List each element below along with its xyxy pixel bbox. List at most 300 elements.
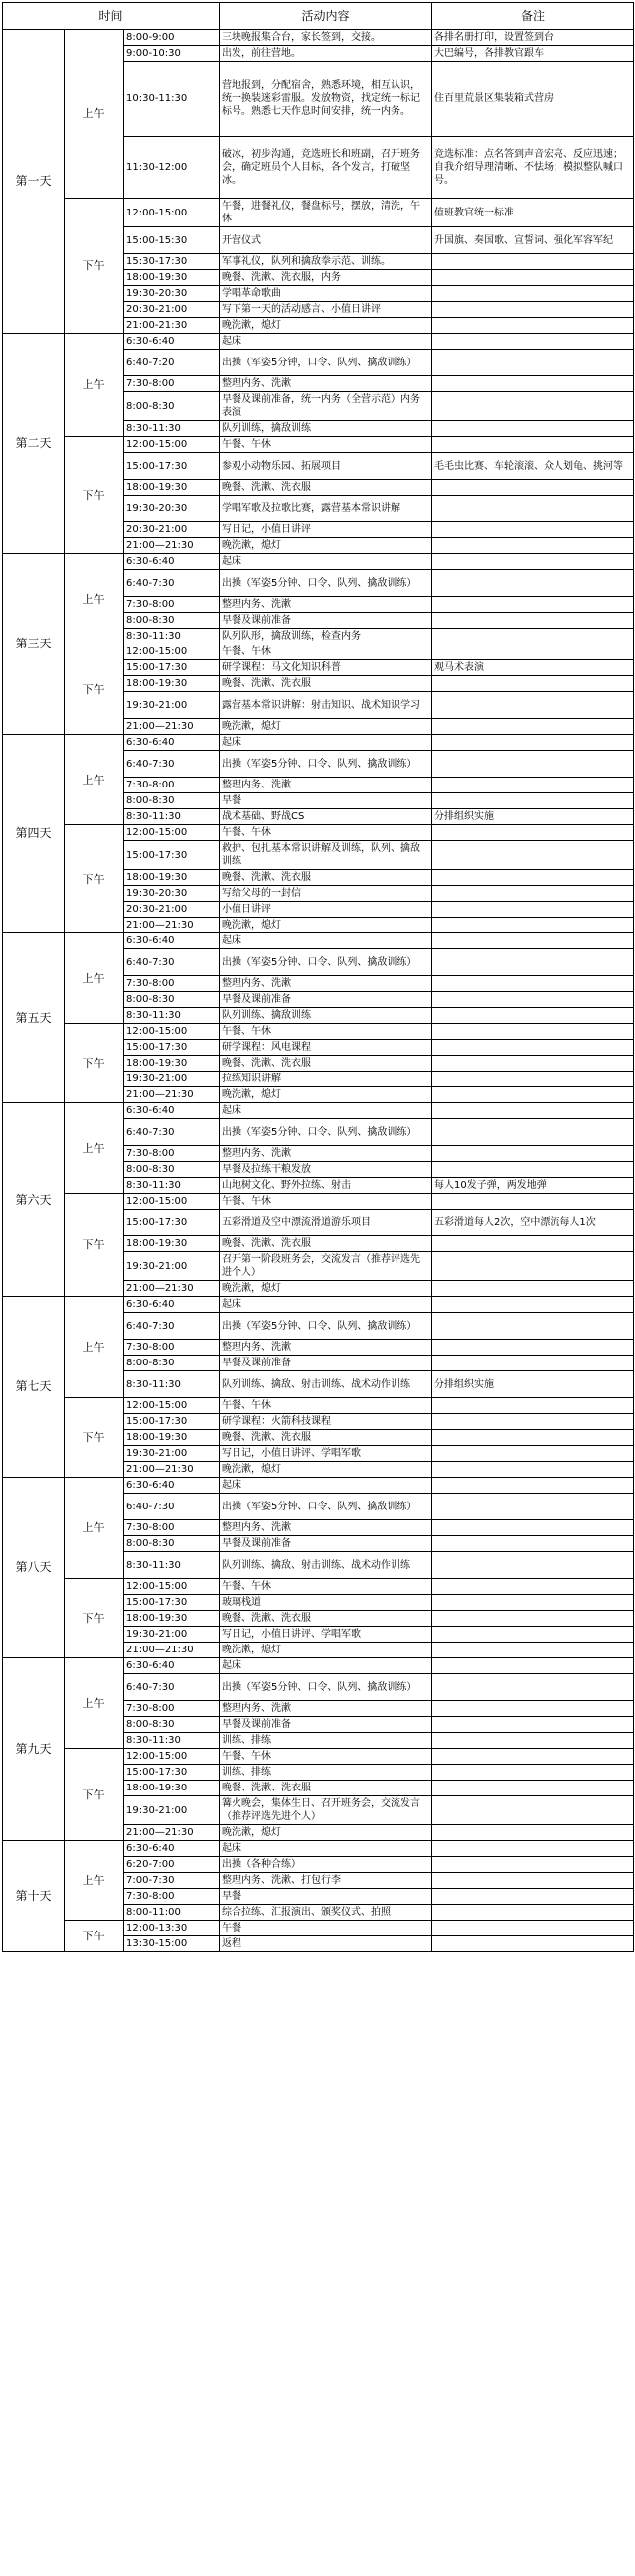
time-cell: 6:30-6:40 [124,1103,220,1119]
time-cell: 19:30-21:00 [124,1627,220,1643]
note-cell [432,1936,634,1952]
note-cell [432,719,634,735]
note-cell [432,1595,634,1611]
note-cell: 大巴编号，各排教官跟车 [432,46,634,62]
activity-cell: 训练、排练 [220,1733,432,1749]
activity-cell: 军事礼仪，队列和擒敌拳示范、训练。 [220,254,432,270]
note-cell: 分排组织实施 [432,1371,634,1398]
time-cell: 6:40-7:30 [124,570,220,597]
activity-cell: 参观小动物乐园、拓展项目 [220,453,432,480]
note-cell [432,1674,634,1701]
note-cell [432,1921,634,1936]
activity-cell: 午餐、午休 [220,1024,432,1040]
time-cell: 18:00-19:30 [124,1056,220,1072]
activity-cell: 起床 [220,334,432,350]
note-cell [432,1146,634,1162]
day-label: 第七天 [3,1297,65,1478]
note-cell [432,1857,634,1873]
activity-cell: 队列队形，擒敌训练，检查内务 [220,629,432,644]
note-cell [432,1414,634,1430]
activity-cell: 晚洗漱，熄灯 [220,1643,432,1658]
note-cell [432,886,634,902]
note-cell [432,392,634,421]
time-cell: 21:00—21:30 [124,1462,220,1478]
activity-cell: 写给父母的一封信 [220,886,432,902]
note-cell [432,1024,634,1040]
note-cell [432,1643,634,1658]
day-label: 第四天 [3,735,65,933]
note-cell [432,1103,634,1119]
time-cell: 6:40-7:30 [124,1494,220,1520]
header-note: 备注 [432,3,634,30]
note-cell [432,1281,634,1297]
time-cell: 12:00-15:00 [124,199,220,227]
time-cell: 15:00-17:30 [124,1414,220,1430]
time-cell: 7:30-8:00 [124,976,220,992]
time-cell: 20:30-21:00 [124,522,220,538]
note-cell [432,597,634,613]
time-cell: 6:20-7:00 [124,1857,220,1873]
note-cell [432,1398,634,1414]
note-cell [432,870,634,886]
note-cell [432,1765,634,1781]
activity-cell: 队列训练、擒敌训练 [220,1008,432,1024]
time-cell: 6:30-6:40 [124,1841,220,1857]
time-cell: 6:30-6:40 [124,933,220,949]
activity-cell: 写日记，小值日讲评 [220,522,432,538]
note-cell [432,1796,634,1825]
period-label: 上午 [65,554,124,644]
activity-cell: 篝火晚会，集体生日、召开班务会，交流发言（推荐评选先进个人） [220,1796,432,1825]
activity-cell: 晚餐、洗漱、洗衣服 [220,1236,432,1252]
note-cell [432,692,634,719]
activity-cell: 早餐 [220,793,432,809]
activity-cell: 早餐及课前准备，统一内务（全营示范）内务表演 [220,392,432,421]
schedule-row [3,1024,634,1040]
activity-cell: 午餐、午休 [220,1579,432,1595]
time-cell: 12:00-15:00 [124,1024,220,1040]
time-cell: 8:30-11:30 [124,809,220,825]
time-cell: 12:00-15:00 [124,644,220,660]
time-cell: 18:00-19:30 [124,1781,220,1796]
note-cell [432,793,634,809]
activity-cell: 出操（军姿5分钟、口令、队列、擒敌训练） [220,570,432,597]
schedule-row [3,1194,634,1210]
time-cell: 19:30-20:30 [124,496,220,522]
note-cell [432,1462,634,1478]
period-label: 上午 [65,1841,124,1921]
schedule-row [3,1103,634,1119]
time-cell: 7:00-7:30 [124,1873,220,1889]
schedule-row [3,825,634,841]
activity-cell: 五彩滑道及空中漂流滑道游乐项目 [220,1210,432,1236]
time-cell: 19:30-21:00 [124,1072,220,1087]
time-cell: 21:00—21:30 [124,1643,220,1658]
time-cell: 8:30-11:30 [124,1178,220,1194]
note-cell [432,1194,634,1210]
time-cell: 15:00-15:30 [124,227,220,254]
time-cell: 6:30-6:40 [124,1478,220,1494]
time-cell: 21:00—21:30 [124,1087,220,1103]
note-cell [432,1252,634,1281]
time-cell: 21:00—21:30 [124,538,220,554]
schedule-row [3,1398,634,1414]
note-cell: 各排名册打印，设置签到台 [432,30,634,46]
note-cell [432,1056,634,1072]
activity-cell: 队列训练、擒敌、射击训练、战术动作训练 [220,1552,432,1579]
activity-cell: 整理内务、洗漱 [220,976,432,992]
schedule-row [3,199,634,227]
activity-cell: 整理内务、洗漱 [220,1146,432,1162]
activity-cell: 整理内务、洗漱、打包行李 [220,1873,432,1889]
activity-cell: 玻璃栈道 [220,1595,432,1611]
activity-cell: 三块晚报集合台，家长签到，交接。 [220,30,432,46]
time-cell: 18:00-19:30 [124,1236,220,1252]
schedule-row [3,1841,634,1857]
activity-cell: 晚餐、洗漱、洗衣服 [220,676,432,692]
activity-cell: 整理内务、洗漱 [220,1340,432,1356]
time-cell: 18:00-19:30 [124,480,220,496]
note-cell: 竞选标准：点名答到声音宏亮、反应迅速；自我介绍导理清晰、不怯场；模拟整队喊口号。 [432,137,634,199]
activity-cell: 出操（军姿5分钟，口令、队列、擒敌训练） [220,350,432,376]
note-cell [432,1749,634,1765]
activity-cell: 队列训练、擒敌、射击训练、战术动作训练 [220,1371,432,1398]
time-cell: 7:30-8:00 [124,778,220,793]
day-label: 第二天 [3,334,65,554]
time-cell: 9:00-10:30 [124,46,220,62]
period-label: 上午 [65,1103,124,1194]
note-cell [432,1611,634,1627]
time-cell: 21:00-21:30 [124,318,220,334]
activity-cell: 出操（军姿5分钟、口令、队列、擒敌训练） [220,949,432,976]
note-cell [432,1873,634,1889]
activity-cell: 救护、包扎基本常识讲解及训练，队列、擒敌训练 [220,841,432,870]
time-cell: 8:30-11:30 [124,1733,220,1749]
activity-cell: 开营仪式 [220,227,432,254]
time-cell: 7:30-8:00 [124,1146,220,1162]
time-cell: 7:30-8:00 [124,1520,220,1536]
time-cell: 15:00-17:30 [124,1595,220,1611]
activity-cell: 破冰，初步沟通，竞选班长和班副，召开班务会，确定班员个人目标，各个发言，打破坚冰。 [220,137,432,199]
note-cell [432,778,634,793]
note-cell [432,1340,634,1356]
note-cell: 每人10发子弹，两发地弹 [432,1178,634,1194]
activity-cell: 午餐、午休 [220,1398,432,1414]
day-label: 第十天 [3,1841,65,1952]
day-label: 第六天 [3,1103,65,1297]
period-label: 上午 [65,1478,124,1579]
note-cell [432,522,634,538]
activity-cell: 战术基础、野战CS [220,809,432,825]
note-cell [432,1552,634,1579]
period-label: 上午 [65,334,124,437]
note-cell [432,1478,634,1494]
note-cell [432,1658,634,1674]
schedule-row [3,1297,634,1313]
period-label: 上午 [65,1297,124,1398]
time-cell: 8:30-11:30 [124,421,220,437]
schedule-row [3,1921,634,1936]
activity-cell: 晚洗漱，熄灯 [220,318,432,334]
schedule-row [3,1749,634,1765]
activity-cell: 研学课程：马文化知识科普 [220,660,432,676]
period-label: 下午 [65,1579,124,1658]
note-cell: 毛毛虫比赛、车轮滚滚、众人划龟、挑河等 [432,453,634,480]
activity-cell: 学唱革命歌曲 [220,286,432,302]
period-label: 下午 [65,199,124,334]
time-cell: 7:30-8:00 [124,1340,220,1356]
note-cell [432,1520,634,1536]
time-cell: 21:00—21:30 [124,1281,220,1297]
note-cell [432,302,634,318]
activity-cell: 研学课程：火箭科技课程 [220,1414,432,1430]
schedule-table [2,2,634,1952]
time-cell: 7:30-8:00 [124,1889,220,1905]
note-cell: 观马术表演 [432,660,634,676]
note-cell: 升国旗、奏国歌、宣誓词、强化军容军纪 [432,227,634,254]
note-cell: 住百里荒景区集装箱式营房 [432,62,634,137]
time-cell: 8:00-11:00 [124,1905,220,1921]
note-cell [432,270,634,286]
time-cell: 8:30-11:30 [124,1552,220,1579]
time-cell: 19:30-21:00 [124,1446,220,1462]
note-cell [432,751,634,778]
note-cell [432,350,634,376]
schedule-row [3,644,634,660]
period-label: 下午 [65,1749,124,1841]
time-cell: 19:30-20:30 [124,286,220,302]
time-cell: 10:30-11:30 [124,62,220,137]
note-cell [432,1494,634,1520]
time-cell: 6:30-6:40 [124,735,220,751]
time-cell: 19:30-21:00 [124,1252,220,1281]
time-cell: 8:00-8:30 [124,1717,220,1733]
period-label: 上午 [65,1658,124,1749]
time-cell: 19:30-21:00 [124,692,220,719]
activity-cell: 午餐、午休 [220,1749,432,1765]
schedule-row [3,437,634,453]
time-cell: 6:40-7:30 [124,1313,220,1340]
activity-cell: 晚餐、洗漱、洗衣服 [220,870,432,886]
time-cell: 6:40-7:30 [124,1674,220,1701]
schedule-row [3,1658,634,1674]
note-cell [432,554,634,570]
activity-cell: 晚洗漱，熄灯 [220,538,432,554]
note-cell [432,1841,634,1857]
time-cell: 18:00-19:30 [124,1611,220,1627]
note-cell [432,1889,634,1905]
day-label: 第五天 [3,933,65,1103]
activity-cell: 起床 [220,1297,432,1313]
note-cell [432,1446,634,1462]
time-cell: 7:30-8:00 [124,376,220,392]
time-cell: 15:00-17:30 [124,1210,220,1236]
note-cell [432,334,634,350]
activity-cell: 晚洗漱，熄灯 [220,1825,432,1841]
note-cell [432,735,634,751]
time-cell: 8:00-8:30 [124,1536,220,1552]
time-cell: 7:30-8:00 [124,1701,220,1717]
activity-cell: 出操（各种合练） [220,1857,432,1873]
time-cell: 20:30-21:00 [124,902,220,918]
time-cell: 18:00-19:30 [124,270,220,286]
header-activity: 活动内容 [220,3,432,30]
period-label: 上午 [65,735,124,825]
schedule-row [3,30,634,46]
activity-cell: 训练、排练 [220,1765,432,1781]
schedule-row [3,1478,634,1494]
note-cell [432,1579,634,1595]
note-cell [432,376,634,392]
activity-cell: 整理内务、洗漱 [220,778,432,793]
activity-cell: 午餐、午休 [220,1194,432,1210]
activity-cell: 研学课程：风电课程 [220,1040,432,1056]
note-cell [432,480,634,496]
time-cell: 21:00—21:30 [124,719,220,735]
day-label: 第三天 [3,554,65,735]
period-label: 上午 [65,933,124,1024]
schedule-row [3,554,634,570]
activity-cell: 午餐 [220,1921,432,1936]
note-cell [432,1162,634,1178]
time-cell: 12:00-13:30 [124,1921,220,1936]
time-cell: 15:30-17:30 [124,254,220,270]
time-cell: 21:00—21:30 [124,1825,220,1841]
activity-cell: 整理内务、洗漱 [220,1520,432,1536]
header-row [3,3,634,30]
note-cell [432,254,634,270]
activity-cell: 晚洗漱，熄灯 [220,1281,432,1297]
note-cell [432,1087,634,1103]
activity-cell: 午餐、午休 [220,825,432,841]
time-cell: 6:40-7:20 [124,350,220,376]
note-cell [432,976,634,992]
time-cell: 8:00-8:30 [124,1162,220,1178]
period-label: 下午 [65,1194,124,1297]
time-cell: 15:00-17:30 [124,453,220,480]
activity-cell: 晚洗漱，熄灯 [220,719,432,735]
activity-cell: 晚洗漱，熄灯 [220,918,432,933]
activity-cell: 晚餐、洗漱、洗衣服 [220,1611,432,1627]
time-cell: 8:30-11:30 [124,1371,220,1398]
period-label: 下午 [65,825,124,933]
time-cell: 19:30-21:00 [124,1796,220,1825]
schedule-row [3,933,634,949]
time-cell: 12:00-15:00 [124,437,220,453]
activity-cell: 写下第一天的活动感言、小值日讲评 [220,302,432,318]
activity-cell: 早餐 [220,1889,432,1905]
activity-cell: 起床 [220,933,432,949]
activity-cell: 营地报到，分配宿舍，熟悉环境，相互认识，统一换装迷彩雷服。发放物资，找定统一标记标号。熟悉七天作息时间安排，统一内务。 [220,62,432,137]
time-cell: 19:30-20:30 [124,886,220,902]
time-cell: 20:30-21:00 [124,302,220,318]
note-cell [432,902,634,918]
activity-cell: 出操（军姿5分钟、口令、队列、擒敌训练） [220,1119,432,1146]
activity-cell: 晚餐、洗漱、洗衣服 [220,1430,432,1446]
activity-cell: 起床 [220,1658,432,1674]
time-cell: 12:00-15:00 [124,825,220,841]
activity-cell: 整理内务、洗漱 [220,597,432,613]
schedule-body [3,30,634,1952]
time-cell: 12:00-15:00 [124,1749,220,1765]
note-cell [432,949,634,976]
time-cell: 6:40-7:30 [124,751,220,778]
note-cell [432,1825,634,1841]
note-cell [432,1040,634,1056]
note-cell: 值班教官统一标准 [432,199,634,227]
time-cell: 8:00-8:30 [124,992,220,1008]
note-cell [432,841,634,870]
note-cell [432,1701,634,1717]
note-cell [432,1119,634,1146]
time-cell: 8:00-9:00 [124,30,220,46]
time-cell: 18:00-19:30 [124,870,220,886]
activity-cell: 出操（军姿5分钟、口令、队列、擒敌训练） [220,751,432,778]
activity-cell: 召开第一阶段班务会，交流发言（推荐评选先进个人） [220,1252,432,1281]
activity-cell: 学唱军歌及拉歌比赛，露营基本常识讲解 [220,496,432,522]
activity-cell: 出发，前往营地。 [220,46,432,62]
activity-cell: 起床 [220,735,432,751]
note-cell [432,1008,634,1024]
time-cell: 8:00-8:30 [124,613,220,629]
note-cell [432,286,634,302]
note-cell [432,1430,634,1446]
time-cell: 21:00—21:30 [124,918,220,933]
time-cell: 12:00-15:00 [124,1579,220,1595]
note-cell [432,437,634,453]
time-cell: 6:40-7:30 [124,1119,220,1146]
activity-cell: 整理内务、洗漱 [220,376,432,392]
activity-cell: 写日记，小值日讲评、学唱军歌 [220,1446,432,1462]
activity-cell: 露营基本常识讲解：射击知识、战术知识学习 [220,692,432,719]
note-cell [432,570,634,597]
time-cell: 15:00-17:30 [124,1765,220,1781]
activity-cell: 早餐及拉练干粮发放 [220,1162,432,1178]
note-cell [432,1297,634,1313]
activity-cell: 山地树文化、野外拉练、射击 [220,1178,432,1194]
time-cell: 15:00-17:30 [124,841,220,870]
day-label: 第一天 [3,30,65,334]
note-cell [432,538,634,554]
time-cell: 18:00-19:30 [124,676,220,692]
activity-cell: 晚餐、洗漱、洗衣服，内务 [220,270,432,286]
activity-cell: 午餐，进餐礼仪，餐盘标号，摆放，清洗，午休 [220,199,432,227]
activity-cell: 起床 [220,1841,432,1857]
time-cell: 12:00-15:00 [124,1398,220,1414]
note-cell [432,1905,634,1921]
note-cell [432,1072,634,1087]
time-cell: 8:00-8:30 [124,1356,220,1371]
note-cell [432,1781,634,1796]
note-cell [432,1236,634,1252]
activity-cell: 整理内务、洗漱 [220,1701,432,1717]
activity-cell: 早餐及课前准备 [220,1536,432,1552]
note-cell [432,676,634,692]
activity-cell: 起床 [220,1478,432,1494]
time-cell: 6:30-6:40 [124,1658,220,1674]
activity-cell: 午餐、午休 [220,437,432,453]
note-cell [432,1627,634,1643]
activity-cell: 早餐及课前准备 [220,1356,432,1371]
period-label: 下午 [65,1921,124,1952]
day-label: 第八天 [3,1478,65,1658]
time-cell: 8:30-11:30 [124,1008,220,1024]
note-cell [432,918,634,933]
schedule-row [3,334,634,350]
time-cell: 7:30-8:00 [124,597,220,613]
note-cell [432,318,634,334]
time-cell: 18:00-19:30 [124,1430,220,1446]
